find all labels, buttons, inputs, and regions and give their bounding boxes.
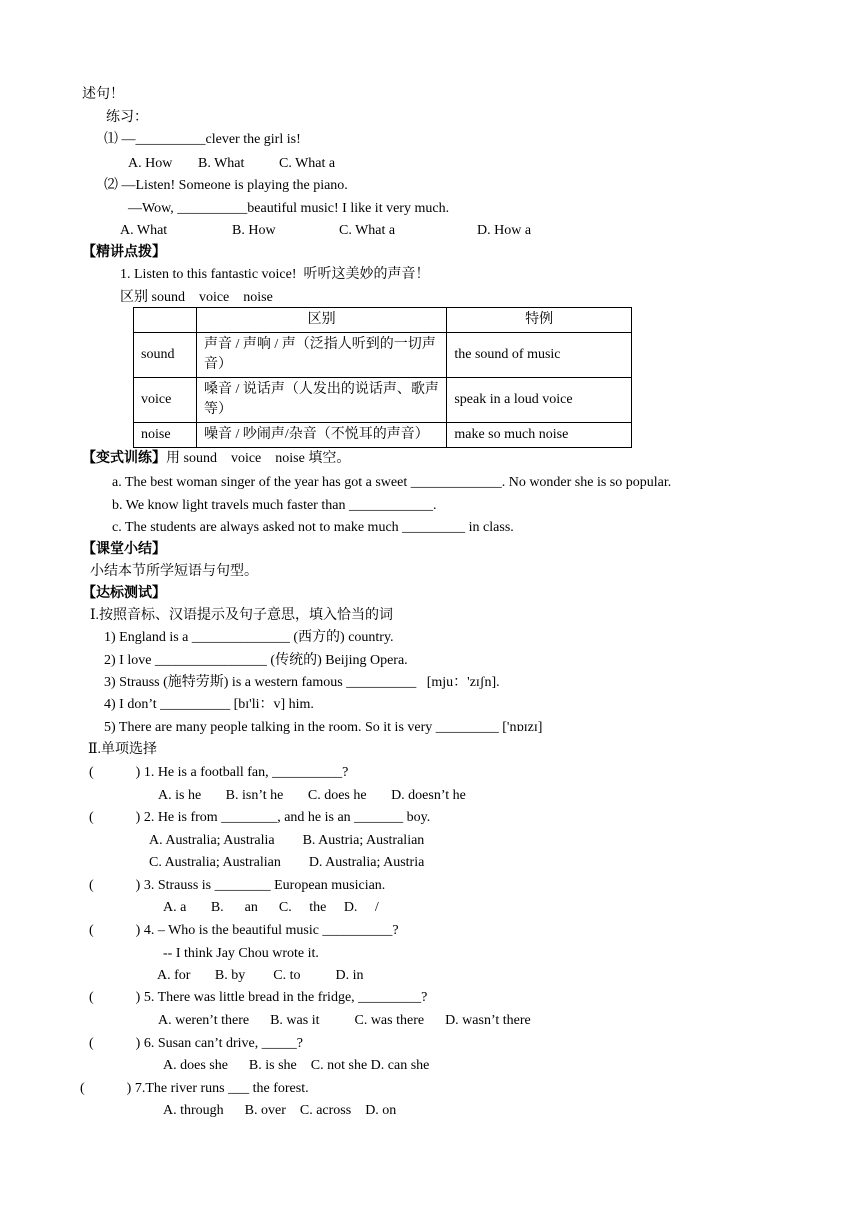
table-word-cell: voice [134, 378, 197, 423]
section-heading-jingjiang: 【精讲点拨】 [82, 245, 166, 260]
table-header-cell [134, 308, 197, 333]
table-row [134, 378, 632, 423]
table-row [134, 423, 632, 448]
xiaojie-text: 小结本节所学短语与句型。 [90, 564, 258, 579]
distinguish-label: 区别 sound voice noise [120, 290, 273, 305]
table-example-cell: the sound of music [447, 333, 632, 378]
part1-item-1: 1) England is a ______________ (西方的) country. [104, 630, 394, 645]
mc-options-7: A. through B. over C. across D. on [163, 1103, 397, 1118]
mc-options-2b: C. Australia; Australian D. Australia; Austria [149, 855, 425, 870]
bianshi-line [82, 450, 350, 468]
table-meaning-cell: 噪音 / 吵闹声/杂音（不悦耳的声音） [196, 423, 446, 448]
mc-options-4: A. for B. by C. to D. in [157, 968, 364, 983]
mc-question-2: ( ) 2. He is from ________, and he is an _______ boy. [89, 810, 431, 825]
table-word-cell: sound [134, 333, 197, 378]
table-meaning-cell: 声音 / 声响 / 声（泛指人听到的一切声音） [196, 333, 446, 378]
table-header-cell: 特例 [447, 308, 632, 333]
mc-question-5: ( ) 5. There was little bread in the fridge, _________? [89, 990, 428, 1005]
mc-question-6: ( ) 6. Susan can’t drive, _____? [89, 1036, 303, 1051]
practice-q2-option-d: D. How a [477, 223, 532, 238]
mc-options-3: A. a B. an C. the D. / [163, 900, 379, 915]
practice-q2-option-a: A. What [120, 223, 168, 238]
table-header-cell: 区别 [196, 308, 446, 333]
practice-q1-option-a: A. How [128, 156, 173, 171]
table-word-cell: noise [134, 423, 197, 448]
practice-q1-option-b: B. What [198, 156, 245, 171]
mc-question-3: ( ) 3. Strauss is ________ European musician. [89, 878, 386, 893]
table-row [134, 333, 632, 378]
practice-q2-option-b: B. How [232, 223, 276, 238]
table-example-cell: make so much noise [447, 423, 632, 448]
mc-question-4: ( ) 4. – Who is the beautiful music __________? [89, 923, 399, 938]
table-example-cell: speak in a loud voice [447, 378, 632, 423]
section-heading-bianshi: 【变式训练】 [82, 451, 166, 466]
mc-answer-4: -- I think Jay Chou wrote it. [163, 946, 319, 961]
practice-q1-option-c: C. What a [279, 156, 336, 171]
bianshi-item-b: b. We know light travels much faster than ____________. [112, 498, 437, 513]
table-header-row [134, 308, 632, 333]
practice-q1: ⑴ —__________clever the girl is! [104, 132, 301, 147]
bianshi-instruction: 用 sound voice noise 填空。 [166, 451, 351, 466]
table-meaning-cell: 嗓音 / 说话声（人发出的说话声、歌声等） [196, 378, 446, 423]
part1-item-2: 2) I love ________________ (传统的) Beijing Opera. [104, 653, 408, 668]
practice-q2-line2: —Wow, __________beautiful music! I like it very much. [128, 201, 450, 216]
part1-item-4: 4) I don’t __________ [bɪ'li：v] him. [104, 697, 314, 712]
point-1: 1. Listen to this fantastic voice! 听听这美妙的声音！ [120, 267, 430, 282]
practice-q2-option-c: C. What a [339, 223, 396, 238]
part1-title: Ⅰ.按照音标、汉语提示及句子意思，填入恰当的词 [90, 608, 394, 623]
mc-question-7: ( ) 7.The river runs ___ the forest. [80, 1081, 309, 1096]
bianshi-item-c: c. The students are always asked not to make much _________ in class. [112, 520, 514, 535]
mc-options-5: A. weren’t there B. was it C. was there D. wasn’t there [158, 1013, 531, 1028]
mc-options-1: A. is he B. isn’t he C. does he D. doesn’t he [158, 788, 466, 803]
bianshi-item-a: a. The best woman singer of the year has got a sweet _____________. No wonder she is so popular. [112, 475, 672, 490]
mc-options-6: A. does she B. is she C. not she D. can she [163, 1058, 430, 1073]
part1-item-5: 5) There are many people talking in the room. So it is very _________ ['nɒɪzɪ] [104, 720, 543, 735]
section-heading-dabiao: 【达标测试】 [82, 586, 166, 601]
comparison-table [133, 307, 632, 448]
practice-label: 练习： [106, 110, 148, 125]
mc-options-2a: A. Australia; Australia B. Austria; Australian [149, 833, 425, 848]
sentence-tail: 述句！ [82, 87, 124, 102]
part1-item-3: 3) Strauss (施特劳斯) is a western famous __________ [mju：'zɪʃn]. [104, 675, 500, 690]
practice-q2-line1: ⑵ —Listen! Someone is playing the piano. [104, 178, 348, 193]
mc-question-1: ( ) 1. He is a football fan, __________? [89, 765, 349, 780]
section-heading-xiaojie: 【课堂小结】 [82, 542, 166, 557]
part2-title: Ⅱ.单项选择 [88, 742, 158, 757]
